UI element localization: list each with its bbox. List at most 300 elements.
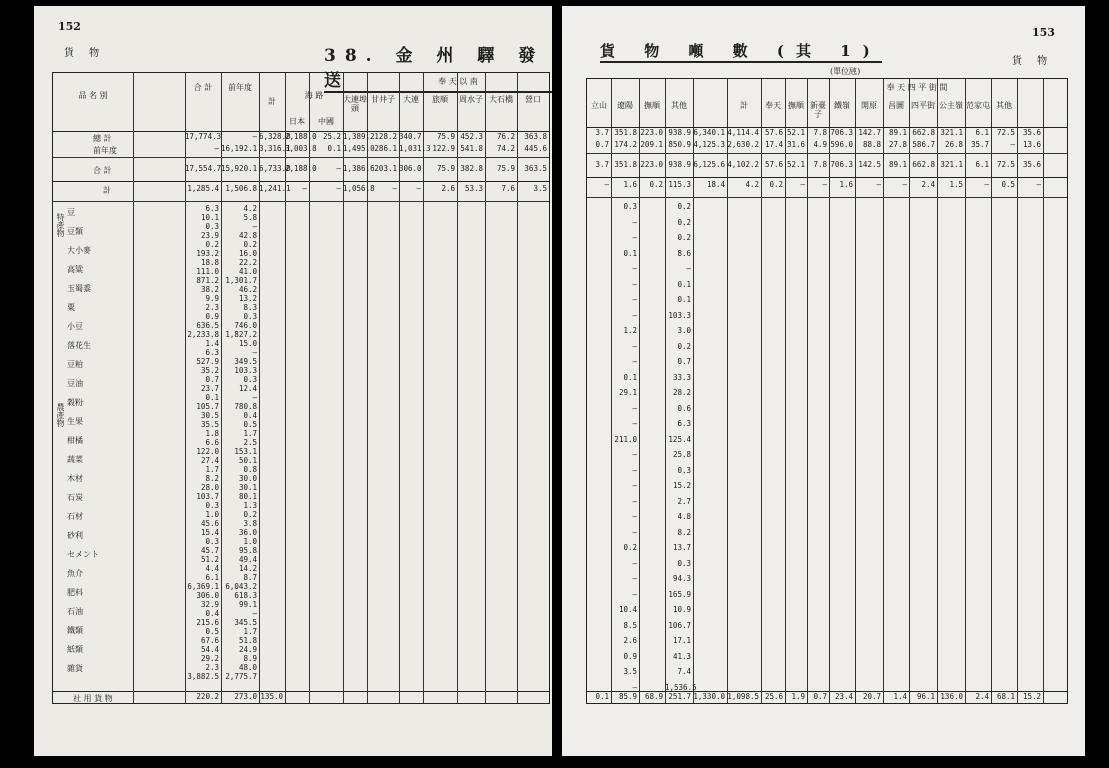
prev-cell: 46.2 <box>238 285 257 294</box>
right-row-total-cell: 142.7 <box>858 128 881 137</box>
right-row-sub-cell: — <box>1036 180 1041 189</box>
total-cell: 27.4 <box>200 456 219 465</box>
total-cell: 1.7 <box>205 465 219 474</box>
right-row-grand-cell: 7.8 <box>813 160 827 169</box>
item-name: 木材 <box>67 474 83 483</box>
row-grand-cell: 75.9 <box>496 164 515 173</box>
right-sum-cell: 0.2 <box>677 217 691 227</box>
right-row-sub-cell: — <box>876 180 881 189</box>
right-bottom-cell: 0.7 <box>813 692 827 701</box>
col-sub-header: 計 <box>268 97 276 106</box>
right-col-cell: 29.1 <box>618 388 637 397</box>
row-grand-cell: — <box>336 164 341 173</box>
item-name: 石油 <box>67 607 83 616</box>
right-col-cell: — <box>632 481 637 490</box>
group-header: 奉 天 以 南 <box>438 77 478 86</box>
right-row-prev-cell: 27.8 <box>888 140 907 149</box>
right-row-prev-cell: 35.7 <box>970 140 989 149</box>
right-col-header: 范家屯 <box>966 101 990 110</box>
right-col-cell: — <box>632 527 637 537</box>
total-cell: 8.2 <box>205 474 219 483</box>
right-col-header: 新臺子 <box>810 101 826 119</box>
total-cell: 23.9 <box>200 231 219 240</box>
right-col-cell: 8.5 <box>623 620 637 630</box>
total-cell: 54.4 <box>200 645 219 654</box>
row-sub-cell: 53.3 <box>464 184 483 193</box>
right-row-sub-cell: — <box>902 180 907 189</box>
total-cell: 0.3 <box>205 537 219 546</box>
item-name: 生果 <box>67 417 83 426</box>
right-col-cell: — <box>632 512 637 521</box>
binding-gutter <box>552 0 562 768</box>
right-sum-cell: 0.2 <box>677 202 691 211</box>
bottom-value-prev: 273.0 <box>234 692 257 701</box>
right-col-cell: — <box>632 279 637 289</box>
right-bottom-cell: 15.2 <box>1022 692 1041 701</box>
right-col-cell: 3.5 <box>623 667 637 676</box>
item-name: 豆粕 <box>67 360 83 369</box>
left-table <box>52 72 550 704</box>
right-col-cell: — <box>632 295 637 304</box>
prev-cell: 95.8 <box>238 546 257 555</box>
item-name: 豆油 <box>67 379 83 388</box>
item-name: 砂利 <box>67 531 83 540</box>
total-cell: 2,233.8 <box>187 330 219 339</box>
right-col-cell: 0.1 <box>623 248 637 258</box>
prev-cell: 13.2 <box>238 294 257 303</box>
right-col-cell: 2.6 <box>623 636 637 645</box>
row-prev-cell: 286.1 <box>374 144 397 153</box>
prev-cell: 30.1 <box>238 483 257 492</box>
row-sub-cell: 1,285.4 <box>187 184 219 193</box>
prev-cell: 1,827.2 <box>225 330 257 339</box>
total-cell: 636.5 <box>196 321 219 330</box>
right-row-prev-cell: 31.6 <box>786 140 805 149</box>
prev-cell: 0.3 <box>243 312 257 321</box>
item-name: 雜貨 <box>67 664 83 673</box>
right-row-sub-cell: — <box>984 180 989 189</box>
right-row-grand-cell: 35.6 <box>1022 160 1041 169</box>
col-sea-header: 海 路 <box>304 91 324 100</box>
total-cell: 0.4 <box>205 609 219 618</box>
right-row-sub-cell: — <box>800 180 805 189</box>
right-bottom-cell: 1.4 <box>893 692 907 701</box>
prev-cell: 22.2 <box>238 258 257 267</box>
right-sum-cell: 0.2 <box>677 233 691 242</box>
prev-cell: 15.0 <box>238 339 257 348</box>
total-cell: 215.6 <box>196 618 219 627</box>
col-dashiqiao-header: 大石橋 <box>489 95 513 104</box>
prev-cell: 14.2 <box>238 564 257 573</box>
total-cell: 2.3 <box>205 303 219 312</box>
item-name: 石材 <box>67 512 83 521</box>
prev-cell: 24.9 <box>238 645 257 654</box>
right-unit: (單位瓲) <box>830 67 861 76</box>
row-total-cell: 452.3 <box>460 132 483 141</box>
right-row-total-cell: 3.7 <box>595 128 609 137</box>
row-prev-cell: 1,031.3 <box>399 144 431 153</box>
right-row-prev-cell: 174.2 <box>614 140 637 149</box>
total-cell: 122.0 <box>196 447 219 456</box>
right-bottom-cell: 20.7 <box>862 692 881 701</box>
right-row-total-cell: 7.8 <box>813 128 827 137</box>
right-row-total-cell: 223.0 <box>640 128 663 137</box>
right-title: 貨 物 噸 數 (其 1) <box>600 40 882 63</box>
right-sum-cell: 15.2 <box>672 481 691 490</box>
row-grand-cell: 6,733.0 <box>259 164 291 173</box>
prev-cell: 0.2 <box>243 240 257 249</box>
total-cell: 18.8 <box>200 258 219 267</box>
section-label-1: 特產物 <box>56 213 65 237</box>
total-cell: 29.2 <box>200 654 219 663</box>
prev-cell: — <box>252 609 257 618</box>
item-name: 高粱 <box>67 265 83 274</box>
right-col-cell: — <box>632 574 637 583</box>
row-grand-cell: 1,386.6 <box>343 164 375 173</box>
prev-cell: 0.3 <box>243 375 257 384</box>
right-bottom-cell: 68.1 <box>996 692 1015 701</box>
row-sub-cell: 2.6 <box>441 184 455 193</box>
right-row-grand-cell: 89.1 <box>888 160 907 169</box>
prev-cell: 16.0 <box>238 249 257 258</box>
total-cell: 193.2 <box>196 249 219 258</box>
prev-cell: 0.5 <box>243 420 257 429</box>
right-bottom-cell: 1.9 <box>791 692 805 701</box>
item-name: 鐵類 <box>67 626 83 635</box>
total-cell: 0.2 <box>205 240 219 249</box>
right-col-cell: 10.4 <box>618 605 637 614</box>
total-cell: 30.5 <box>200 411 219 420</box>
total-cell: 6,369.1 <box>187 582 219 591</box>
total-cell: 28.0 <box>200 483 219 492</box>
right-col-cell: 0.1 <box>623 372 637 382</box>
right-bottom-cell: 25.6 <box>764 692 783 701</box>
prev-cell: 5.8 <box>243 213 257 222</box>
prev-cell: 1.7 <box>243 627 257 636</box>
right-col-header: 其他 <box>671 101 687 110</box>
right-row-grand-cell: 321.1 <box>940 160 963 169</box>
right-bottom-cell: 2.4 <box>975 692 989 701</box>
total-cell: 0.5 <box>205 627 219 636</box>
left-title: 38. 金 州 驛 發 送 <box>324 41 556 93</box>
right-sum-cell: 33.3 <box>672 372 691 382</box>
section-label-2: 農產物 <box>56 403 65 427</box>
right-row-grand-cell: 6,125.6 <box>693 160 725 169</box>
prev-cell: 103.3 <box>234 366 257 375</box>
total-cell: 2.3 <box>205 663 219 672</box>
row-total-cell: 340.7 <box>399 132 422 141</box>
total-cell: 45.6 <box>200 519 219 528</box>
right-col-header: 撫順 <box>644 101 660 110</box>
right-row-total-cell: 662.8 <box>912 128 935 137</box>
total-cell: 6.6 <box>205 438 219 447</box>
right-group-header: 奉 天 四 平 街 間 <box>886 83 948 92</box>
row-sub-cell: 1,506.8 <box>225 184 257 193</box>
right-row-sub-cell: — <box>822 180 827 189</box>
right-col-cell: 0.3 <box>623 202 637 211</box>
right-col-cell: — <box>632 589 637 599</box>
right-row-grand-cell: 57.6 <box>764 160 783 169</box>
right-row-grand-cell: 4,102.2 <box>727 160 759 169</box>
total-cell: 105.7 <box>196 402 219 411</box>
item-name: 落花生 <box>67 341 91 350</box>
total-cell: 15.4 <box>200 528 219 537</box>
total-cell: 111.0 <box>196 267 219 276</box>
right-col-cell: 0.2 <box>623 543 637 552</box>
prev-cell: 2.5 <box>243 438 257 447</box>
col-japan-header: 日本 <box>289 117 305 126</box>
right-col-cell: — <box>632 682 637 692</box>
row-total-label: 總 計 <box>93 134 112 143</box>
item-name: 魚介 <box>67 569 83 578</box>
item-name: 肥料 <box>67 588 83 597</box>
item-name: 紙類 <box>67 645 83 654</box>
total-cell: 103.7 <box>196 492 219 501</box>
right-col-header: 鐵嶺 <box>834 101 850 110</box>
item-name: 大小麥 <box>67 246 91 255</box>
right-sum-cell: 0.1 <box>677 295 691 304</box>
left-page-number: 152 <box>58 20 81 33</box>
right-row-total-cell: 6.1 <box>975 128 989 137</box>
right-sum-cell: 94.3 <box>672 574 691 583</box>
right-row-grand-cell: 706.3 <box>830 160 853 169</box>
right-sum-cell: 8.2 <box>677 527 691 537</box>
right-row-grand-cell: 72.5 <box>996 160 1015 169</box>
row-grand-cell: 306.0 <box>399 164 422 173</box>
item-name: 小豆 <box>67 322 83 331</box>
row-sub-cell: 7.6 <box>501 184 515 193</box>
row-sub-cell: 3.5 <box>533 184 547 193</box>
prev-cell: 80.1 <box>238 492 257 501</box>
right-col-cell: — <box>632 419 637 428</box>
row-grand-cell: 203.1 <box>374 164 397 173</box>
right-sum-cell: 28.2 <box>672 388 691 397</box>
row-sub-cell: 1,056.8 <box>343 184 375 193</box>
right-row-prev-cell: 596.0 <box>830 140 853 149</box>
total-cell: 0.3 <box>205 501 219 510</box>
right-row-sub-cell: 0.2 <box>649 180 663 189</box>
left-running-head: 貨 物 <box>64 48 106 59</box>
prev-cell: 349.5 <box>234 357 257 366</box>
total-cell: 1.8 <box>205 429 219 438</box>
row-grand-cell: 17,554.7 <box>185 164 222 173</box>
right-col-header: 撫順 <box>788 101 804 110</box>
prev-cell: 345.5 <box>234 618 257 627</box>
right-row-sub-cell: 2.4 <box>921 180 935 189</box>
item-name: 豆類 <box>67 227 83 236</box>
right-row-sub-cell: — <box>604 180 609 189</box>
right-col-cell: — <box>632 217 637 227</box>
row-prev-cell: 1,495.0 <box>343 144 375 153</box>
right-sum-cell: 0.3 <box>677 465 691 475</box>
row-total-cell: 75.9 <box>436 132 455 141</box>
item-name: 粟 <box>67 303 75 312</box>
right-col-cell: 1.2 <box>623 326 637 335</box>
right-col-cell: — <box>632 450 637 459</box>
right-row-sub-cell: 1.6 <box>839 180 853 189</box>
row-sub-cell: — <box>392 184 397 193</box>
row-grand-cell: 75.9 <box>436 164 455 173</box>
right-row-grand-cell: 223.0 <box>640 160 663 169</box>
item-name: 石炭 <box>67 493 83 502</box>
row-sub-cell: — <box>336 184 341 193</box>
right-row-prev-cell: 586.7 <box>912 140 935 149</box>
right-sum-cell: 13.7 <box>672 543 691 552</box>
prev-cell: 153.1 <box>234 447 257 456</box>
row-sub-cell: — <box>302 184 307 193</box>
right-sum-cell: 165.9 <box>668 589 691 599</box>
right-sum-cell: 0.7 <box>677 357 691 366</box>
right-row-grand-cell: 52.1 <box>786 160 805 169</box>
prev-cell: 3.8 <box>243 519 257 528</box>
right-bottom-cell: 251.7 <box>668 692 691 701</box>
col-yingkou-header: 營口 <box>525 95 541 104</box>
row-sub-cell: 1,241.1 <box>259 184 291 193</box>
prev-cell: 50.1 <box>238 456 257 465</box>
right-row-sub-cell: 18.4 <box>706 180 725 189</box>
right-row-total-cell: 72.5 <box>996 128 1015 137</box>
total-cell: 6.3 <box>205 204 219 213</box>
prev-cell: 618.3 <box>234 591 257 600</box>
total-cell: 9.9 <box>205 294 219 303</box>
right-row-prev-cell: — <box>1010 140 1015 149</box>
right-bottom-cell: 68.9 <box>644 692 663 701</box>
right-row-total-cell: 57.6 <box>764 128 783 137</box>
prev-cell: 2,775.7 <box>225 672 257 681</box>
right-col-cell: — <box>632 233 637 242</box>
right-sum-cell: 17.1 <box>672 636 691 645</box>
right-col-cell: — <box>632 357 637 366</box>
right-row-total-cell: 351.8 <box>614 128 637 137</box>
col-dalian2-header: 大連 <box>403 95 419 104</box>
col-total-header: 合 計 <box>193 83 213 92</box>
row-sub-label: 計 <box>103 186 111 195</box>
row-prev-cell: 541.8 <box>460 144 483 153</box>
right-sum-cell: 0.3 <box>677 558 691 568</box>
prev-cell: 746.0 <box>234 321 257 330</box>
prev-cell: 8.7 <box>243 573 257 582</box>
right-row-prev-cell: 88.8 <box>862 140 881 149</box>
right-row-prev-cell: 850.9 <box>668 140 691 149</box>
right-row-total-cell: 4,114.4 <box>727 128 759 137</box>
right-sum-cell: 25.8 <box>672 450 691 459</box>
col-gantsuo-header: 甘井子 <box>371 95 395 104</box>
right-sum-cell: 3.0 <box>677 326 691 335</box>
prev-cell: 0.8 <box>243 465 257 474</box>
total-cell: 32.9 <box>200 600 219 609</box>
prev-cell: 8.3 <box>243 303 257 312</box>
row-grand-cell: 15,920.1 <box>221 164 258 173</box>
right-row-prev-cell: 209.1 <box>640 140 663 149</box>
right-col-cell: — <box>632 558 637 568</box>
bottom-value-total: 220.2 <box>196 692 219 701</box>
right-row-sub-cell: 4.2 <box>745 180 759 189</box>
right-row-sub-cell: 115.3 <box>668 180 691 189</box>
col-item-header: 品 名 別 <box>78 91 108 100</box>
right-row-prev-cell: 13.6 <box>1022 140 1041 149</box>
right-page-number: 153 <box>1032 26 1055 39</box>
right-col-cell: 0.9 <box>623 651 637 661</box>
prev-cell: 41.0 <box>238 267 257 276</box>
prev-cell: 99.1 <box>238 600 257 609</box>
total-cell: 0.7 <box>205 375 219 384</box>
right-sum-cell: 0.2 <box>677 341 691 351</box>
right-row-sub-cell: 1.6 <box>623 180 637 189</box>
prev-cell: 1.3 <box>243 501 257 510</box>
total-cell: 527.9 <box>196 357 219 366</box>
right-row-prev-cell: 4,125.3 <box>693 140 725 149</box>
total-cell: 3,882.5 <box>187 672 219 681</box>
row-prev-cell: 3,003.8 <box>285 144 317 153</box>
right-sum-cell: 7.4 <box>677 667 691 676</box>
right-row-grand-cell: 6.1 <box>975 160 989 169</box>
right-col-cell: — <box>632 403 637 413</box>
row-prev-cell: 0.1 <box>327 144 341 153</box>
prev-cell: — <box>252 348 257 357</box>
right-col-header: 昌圖 <box>888 101 904 110</box>
right-sum-cell: 0.6 <box>677 403 691 413</box>
item-name: 蔬菜 <box>67 455 83 464</box>
prev-cell: 6,043.2 <box>225 582 257 591</box>
row-total-cell: — <box>252 132 257 141</box>
right-sum-cell: 10.9 <box>672 605 691 614</box>
right-row-prev-cell: 2,630.2 <box>727 140 759 149</box>
col-zhoushui-header: 周水子 <box>459 95 483 104</box>
right-sum-cell: 125.4 <box>668 434 691 444</box>
prev-cell: 1.7 <box>243 429 257 438</box>
row-grand-cell: 382.8 <box>460 164 483 173</box>
right-bottom-cell: 1,098.5 <box>727 692 759 701</box>
item-name: 玉蜀黍 <box>67 284 91 293</box>
prev-cell: 0.4 <box>243 411 257 420</box>
right-col-header: 立山 <box>591 101 607 110</box>
total-cell: 35.2 <box>200 366 219 375</box>
total-cell: 0.9 <box>205 312 219 321</box>
total-cell: 23.7 <box>200 384 219 393</box>
total-cell: 38.2 <box>200 285 219 294</box>
right-col-header: 計 <box>740 101 748 110</box>
col-lushun-header: 旅順 <box>432 95 448 104</box>
right-col-cell: — <box>632 465 637 475</box>
right-sum-cell: 103.3 <box>668 310 691 320</box>
right-bottom-cell: 0.1 <box>595 692 609 701</box>
right-sum-cell: 8.6 <box>677 248 691 258</box>
prev-cell: 48.0 <box>238 663 257 672</box>
right-bottom-cell: 1,330.0 <box>693 692 725 701</box>
right-row-total-cell: 321.1 <box>940 128 963 137</box>
right-col-cell: 211.0 <box>614 434 637 444</box>
right-sum-cell: 0.1 <box>677 279 691 289</box>
right-row-total-cell: 89.1 <box>888 128 907 137</box>
right-col-header: 奉天 <box>765 101 781 110</box>
prev-cell: 780.8 <box>234 402 257 411</box>
right-row-sub-cell: 0.5 <box>1001 180 1015 189</box>
right-sum-cell: 41.3 <box>672 651 691 661</box>
prev-cell: — <box>252 222 257 231</box>
col-dalian-header: 大連埠頭 <box>343 95 367 113</box>
item-name: 柑橘 <box>67 436 83 445</box>
right-row-prev-cell: 0.7 <box>595 140 609 149</box>
right-sum-cell: 6.3 <box>677 419 691 428</box>
right-col-cell: — <box>632 310 637 320</box>
right-row-grand-cell: 3.7 <box>595 160 609 169</box>
prev-cell: 42.8 <box>238 231 257 240</box>
right-page <box>560 6 1085 756</box>
total-cell: 1.0 <box>205 510 219 519</box>
right-row-prev-cell: 17.4 <box>764 140 783 149</box>
prev-cell: 4.2 <box>243 204 257 213</box>
total-cell: 6.3 <box>205 348 219 357</box>
